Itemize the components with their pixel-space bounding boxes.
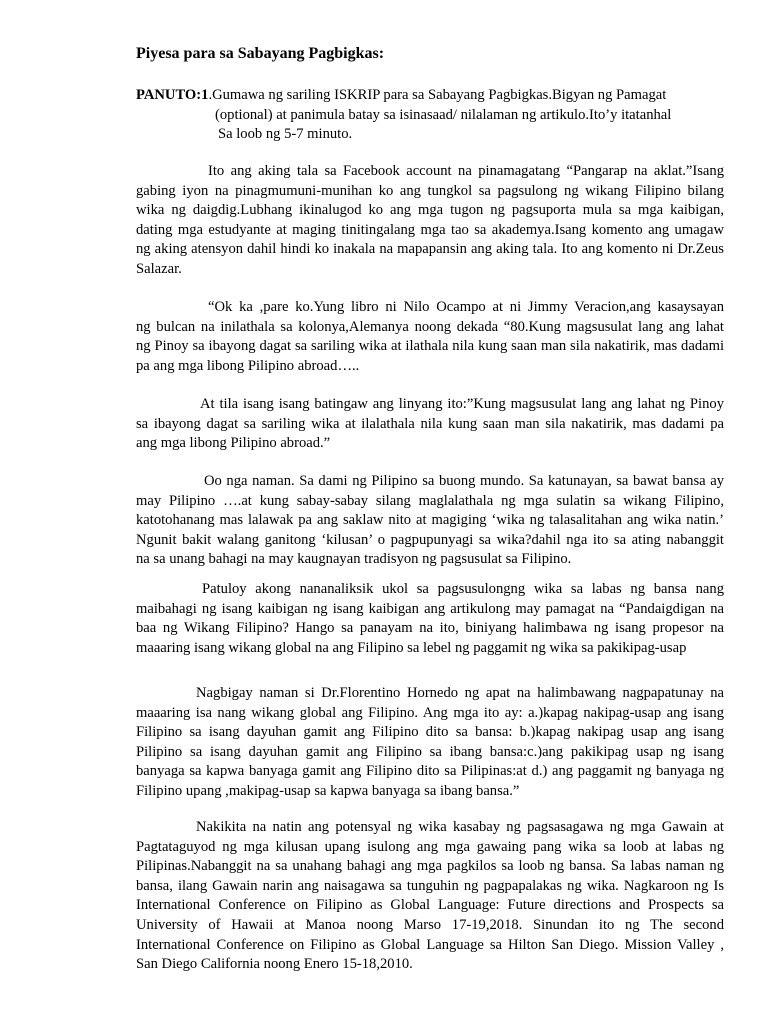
instructions-line-3: Sa loob ng 5-7 minuto. [218,126,353,143]
paragraph-line: Filipino upang ,makipag-usap sa kapwa banyaga sa ibang bansa.” [136,782,520,799]
paragraph-line: “Ok ka ,pare ko.Yung libro ni Nilo Ocampo at ni Jimmy Veracion,ang kasaysayan [208,299,724,315]
paragraph-line: At tila isang isang batingaw ang linyang ito:”Kung magsusulat lang ang lahat ng Pinoy [200,396,724,412]
paragraph-line: maaaring isa nang wikang global ang Filipino. Ang mga ito ay: a.)kapag nakipag-usap ang isang [136,704,724,721]
paragraph-line: gabing iyon na pinagmumuni-munihan ko ang tungkol sa pagsulong ng wikang Filipino bilang [136,182,724,199]
paragraph-line: sa ibayong dagat sa sariling wika at ilalathala nila kung saan man sila nakatirik, mas dadami pa [136,415,724,432]
paragraph-line: Pilipinas.Nabanggit na sa unahang bahagi ang mga pagkilos sa loob ng bansa. Sa labas naman ng [136,858,724,875]
paragraph-line: University of Hawaii at Manoa noong Marso 17-19,2018. Sinundan ito ng The second [136,916,724,933]
paragraph-line: banyaga sa kapwa banyaga gamit ang Filipino dito sa Pilipinas:at d.) ang paggamit ng banyaga ng [136,763,724,780]
paragraph-line: Oo nga naman. Sa dami ng Pilipino sa buong mundo. Sa katunayan, sa bawat bansa ay [204,473,724,489]
instructions-text-1: .Gumawa ng sariling ISKRIP para sa Sabayang Pagbigkas.Bigyan ng Pamagat [208,87,667,103]
paragraph-line: dating mga estudyante at maging tinitingalang mga tao sa akademya.Isang komento ang umagaw [136,221,724,238]
paragraph-7 [136,818,724,975]
instructions-line-2: (optional) at panimula batay sa isinasaad/ nilalaman ng artikulo.Ito’y itatanhal [215,106,672,123]
paragraph-line: maibahagi ng isang kaibigan ng isang kaibigan ang artikulong may pamagat na “Pandaigdigan na [136,600,724,617]
instructions-line-1 [136,86,736,106]
paragraph-5 [136,580,724,658]
paragraph-line: pa ang mga libong Pilipino abroad….. [136,357,360,374]
instructions-number: 1 [201,87,209,103]
paragraph-3 [136,395,724,454]
paragraph-line: Nagbigay naman si Dr.Florentino Hornedo ng apat na halimbawang nagpapatunay na [196,685,724,701]
paragraph-line: ng Pinoy sa ibayong dagat sa sariling wika at ilathala nila kung saan man sila nakatirik, mas dadami [136,338,724,355]
paragraph-line: ang mga libong Pilipino abroad.” [136,435,331,452]
paragraph-line: Filipino sa isang dayuhan gamit ang Filipino dito sa bansa: b.)kapag nakipag usap ang isang [136,724,724,741]
paragraph-line: wika ng daigdig.Lubhang ikinalugod ko ang mga tugon ng pagsuporta mula sa mga kaibigan, [136,202,724,219]
paragraph-6 [136,684,724,802]
paragraph-4 [136,472,724,570]
paragraph-1 [136,162,724,280]
paragraph-line: may Pilipino ….at kung sabay-sabay silang maglalathala ng mga sulatin sa wikang Filipino, [136,492,724,509]
paragraph-line: International Conference on Filipino as Global Language: Future directions and Prospects sa [136,897,724,914]
paragraph-line: maaaring isang wikang global na ang Filipino sa lebel ng paggamit ng wika sa pakikipag-usap [136,639,687,656]
paragraph-line: na sa unang bahagi na may kaugnayan tradisyon ng pagsusulat sa Filipino. [136,551,572,568]
instructions-label: PANUTO: [136,87,202,103]
paragraph-line: Ngunit bakit walang ganitong ‘kilusan’ o pagpupunyagi sa wika?dahil nga ito sa ating nabanggit [136,531,724,548]
paragraph-line: baa ng Wikang Filipino? Hango sa panayam na ito, biniyang halimbawa ng isang propesor na [136,620,724,637]
paragraph-line: Pagtataguyod ng mga kilusan upang isulong ang mga gawaing pang wika sa loob at labas ng [136,838,724,855]
paragraph-line: ng aking atensyon dahil hindi ko inakala na mapapansin ang aking tala. Ito ang komento ni Dr.Zeus [136,241,724,258]
page-title: Piyesa para sa Sabayang Pagbigkas: [136,45,385,62]
paragraph-line: International Conference on Filipino as Global Language sa Hilton San Diego. Mission Valley , [136,936,724,953]
paragraph-line: bansa, ilang Gawain narin ang naisagawa sa tunguhin ng pagpapalakas ng wika. Nagkaroon ng Is [136,877,724,894]
paragraph-line: Patuloy akong nananaliksik ukol sa pagsusulongng wika sa labas ng bansa nang [202,581,724,597]
paragraph-line: Ito ang aking tala sa Facebook account na pinamagatang “Pangarap na aklat.”Isang [208,163,724,179]
paragraph-line: Pilipino sa isang dayuhan gamit ang Filipino sa ibang bansa:c.)ang pakikipag usap ng isang [136,743,724,760]
paragraph-line: San Diego California noong Enero 15-18,2010. [136,956,413,973]
paragraph-line: Salazar. [136,260,182,277]
instructions [136,86,736,145]
paragraph-line: katotohanang mas lalawak pa ang saklaw nito at magiging ‘wika ng talasalitahan ang wika natin.’ [136,512,724,529]
paragraph-line: Nakikita na natin ang potensyal ng wika kasabay ng pagsasagawa ng mga Gawain at [196,819,724,835]
paragraph-line: ng bulcan na inilathala sa kolonya,Alemanya noong dekada “80.Kung magsusulat lang ang lahat [136,318,724,335]
paragraph-2 [136,298,724,376]
